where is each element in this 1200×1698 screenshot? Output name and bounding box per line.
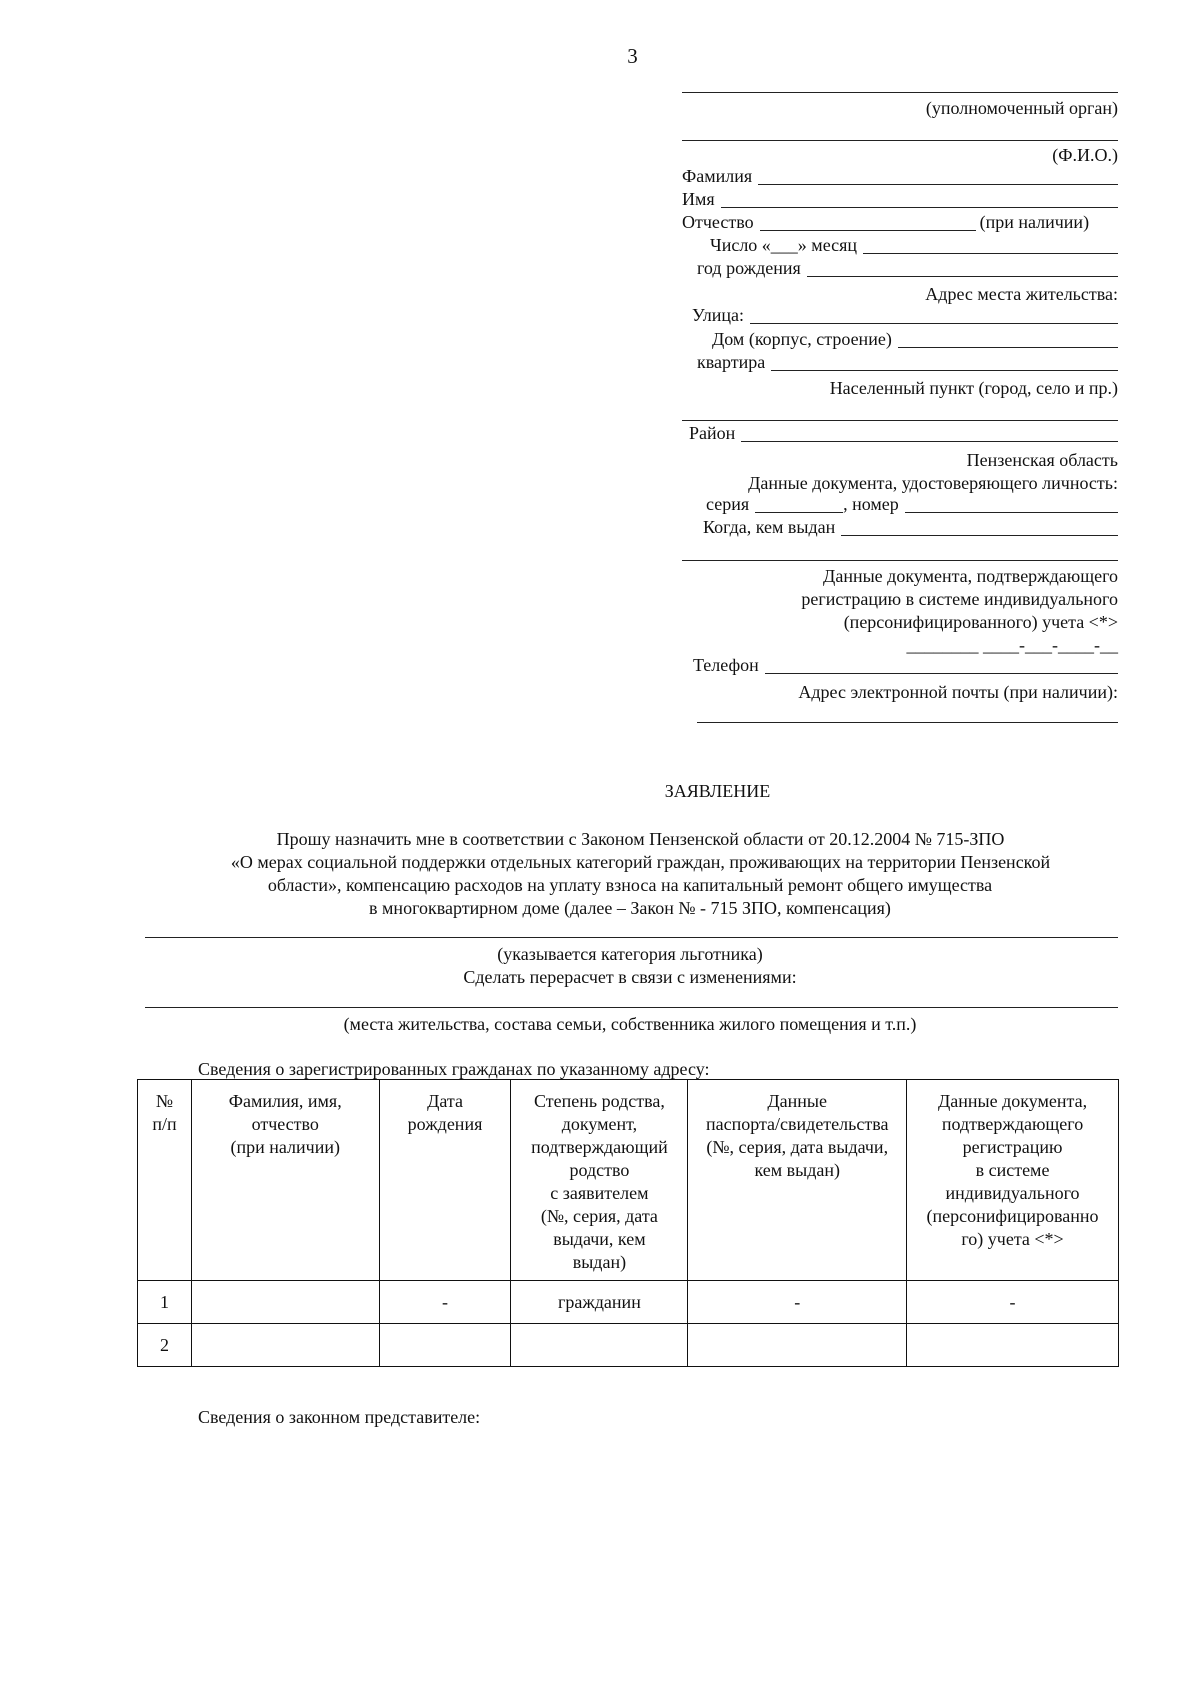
district-field[interactable] (741, 441, 1118, 442)
para-line-1: Прошу назначить мне в соответствии с Законом Пензенской области от 20.12.2004 № 715-ЗПО (276, 829, 1005, 849)
table-row (138, 1324, 1119, 1367)
district-label: Район (689, 423, 736, 444)
changes-caption: (места жительства, состава семьи, собственника жилого помещения и т.п.) (343, 1014, 917, 1034)
email-label: Адрес электронной почты (при наличии): (798, 682, 1118, 702)
name-label: Имя (682, 189, 715, 210)
phone-field[interactable] (765, 673, 1118, 674)
apartment-label: квартира (697, 352, 766, 373)
header-fio (191, 1080, 379, 1281)
issued-row (703, 517, 1118, 539)
fio-caption: (Ф.И.О.) (1052, 145, 1118, 165)
surname-label: Фамилия (682, 166, 753, 187)
apartment-row (697, 352, 1118, 374)
header-num (138, 1080, 192, 1281)
house-field[interactable] (898, 347, 1118, 348)
table-header-row (138, 1080, 1119, 1281)
snils-line3: (персонифицированного) учета <*> (843, 612, 1118, 632)
email-line[interactable] (697, 722, 1118, 723)
series-label: серия (706, 494, 750, 515)
cell-snils[interactable] (907, 1324, 1119, 1367)
header-birthdate (379, 1080, 511, 1281)
apartment-field[interactable] (771, 370, 1118, 371)
cell-fio[interactable] (191, 1281, 379, 1324)
issued-field[interactable] (841, 535, 1118, 536)
number-field[interactable] (905, 512, 1118, 513)
cell-passport[interactable] (688, 1324, 907, 1367)
patronymic-row (682, 212, 1118, 234)
header-passport-text: Данные паспорта/свидетельства (№, серия, дата выдачи, кем выдан) (705, 1091, 889, 1181)
cell-fio[interactable] (191, 1324, 379, 1367)
number-label: , номер (843, 494, 899, 515)
changes-line[interactable] (145, 1007, 1118, 1008)
birth-year-label: год рождения (697, 258, 801, 279)
id-doc-title: Данные документа, удостоверяющего личность: (748, 473, 1118, 493)
cell-passport[interactable]: - (688, 1281, 907, 1324)
header-passport (688, 1080, 907, 1281)
house-label: Дом (корпус, строение) (712, 329, 892, 350)
birth-day-label: Число «___» месяц (710, 235, 858, 256)
issued-label: Когда, кем выдан (703, 517, 836, 538)
fio-line[interactable] (682, 140, 1118, 141)
recalc-text: Сделать перерасчет в связи с изменениями: (463, 967, 797, 987)
street-field[interactable] (750, 323, 1118, 324)
birth-day-row (710, 235, 1118, 257)
header-snils-text: Данные документа, подтверждающего регистрацию в системе индивидуального (персонифицированно го) учета <*> (926, 1091, 1099, 1250)
application-title: ЗАЯВЛЕНИЕ (664, 781, 771, 801)
series-number-row (706, 494, 1118, 516)
authority-line[interactable] (682, 92, 1118, 93)
patronymic-field[interactable] (760, 230, 976, 231)
district-row (689, 423, 1118, 445)
phone-row (693, 655, 1118, 677)
cell-birthdate[interactable]: - (379, 1281, 511, 1324)
para-line-2: «О мерах социальной поддержки отдельных категорий граждан, проживающих на территории Пензенской (230, 852, 1051, 872)
patronymic-label: Отчество (682, 212, 754, 233)
header-snils (907, 1080, 1119, 1281)
birth-month-field[interactable] (863, 253, 1118, 254)
issued-line[interactable] (682, 560, 1118, 561)
cell-relation[interactable] (511, 1324, 688, 1367)
category-caption: (указывается категория льготника) (497, 944, 763, 964)
representative-title: Сведения о законном представителе: (198, 1407, 481, 1427)
registered-title: Сведения о зарегистрированных гражданах по указанному адресу: (198, 1059, 710, 1079)
cell-birthdate[interactable] (379, 1324, 511, 1367)
phone-label: Телефон (693, 655, 759, 676)
cell-snils[interactable]: - (907, 1281, 1119, 1324)
snils-line1: Данные документа, подтверждающего (823, 566, 1118, 586)
registered-citizens-table (137, 1079, 1119, 1367)
street-label: Улица: (692, 305, 744, 326)
snils-mask[interactable]: ________ ____-___-____-__ (906, 635, 1118, 655)
header-birthdate-text: Дата рождения (407, 1091, 483, 1135)
para-line-4: в многоквартирном доме (далее – Закон № - 715 ЗПО, компенсация) (369, 898, 891, 918)
header-num-text: № п/п (152, 1091, 177, 1135)
address-title: Адрес места жительства: (925, 284, 1118, 304)
name-field[interactable] (721, 207, 1118, 208)
header-relation-text: Степень родства, документ, подтверждающий родство с заявителем (№, серия, дата выдачи, кем выдан) (531, 1091, 668, 1273)
surname-field[interactable] (758, 184, 1118, 185)
house-row (712, 329, 1118, 351)
surname-row (682, 166, 1118, 188)
name-row (682, 189, 1118, 211)
authority-caption: (уполномоченный орган) (925, 98, 1118, 118)
table-row (138, 1281, 1119, 1324)
birth-year-row (697, 258, 1118, 280)
cell-num: 2 (138, 1324, 192, 1367)
locality-line[interactable] (682, 420, 1118, 421)
para-line-3: области», компенсацию расходов на уплату взноса на капитальный ремонт общего имущества (267, 875, 993, 895)
street-row (692, 305, 1118, 327)
series-field[interactable] (755, 512, 843, 513)
cell-num: 1 (138, 1281, 192, 1324)
header-fio-text: Фамилия, имя, отчество (при наличии) (228, 1091, 342, 1158)
header-relation (511, 1080, 688, 1281)
category-line[interactable] (145, 937, 1118, 938)
page-number: 3 (627, 44, 638, 68)
patronymic-note: (при наличии) (979, 212, 1090, 233)
snils-line2: регистрацию в системе индивидуального (801, 589, 1118, 609)
locality-label: Населенный пункт (город, село и пр.) (829, 378, 1118, 398)
cell-relation[interactable]: гражданин (511, 1281, 688, 1324)
region-text: Пензенская область (966, 450, 1118, 470)
birth-year-field[interactable] (807, 276, 1118, 277)
